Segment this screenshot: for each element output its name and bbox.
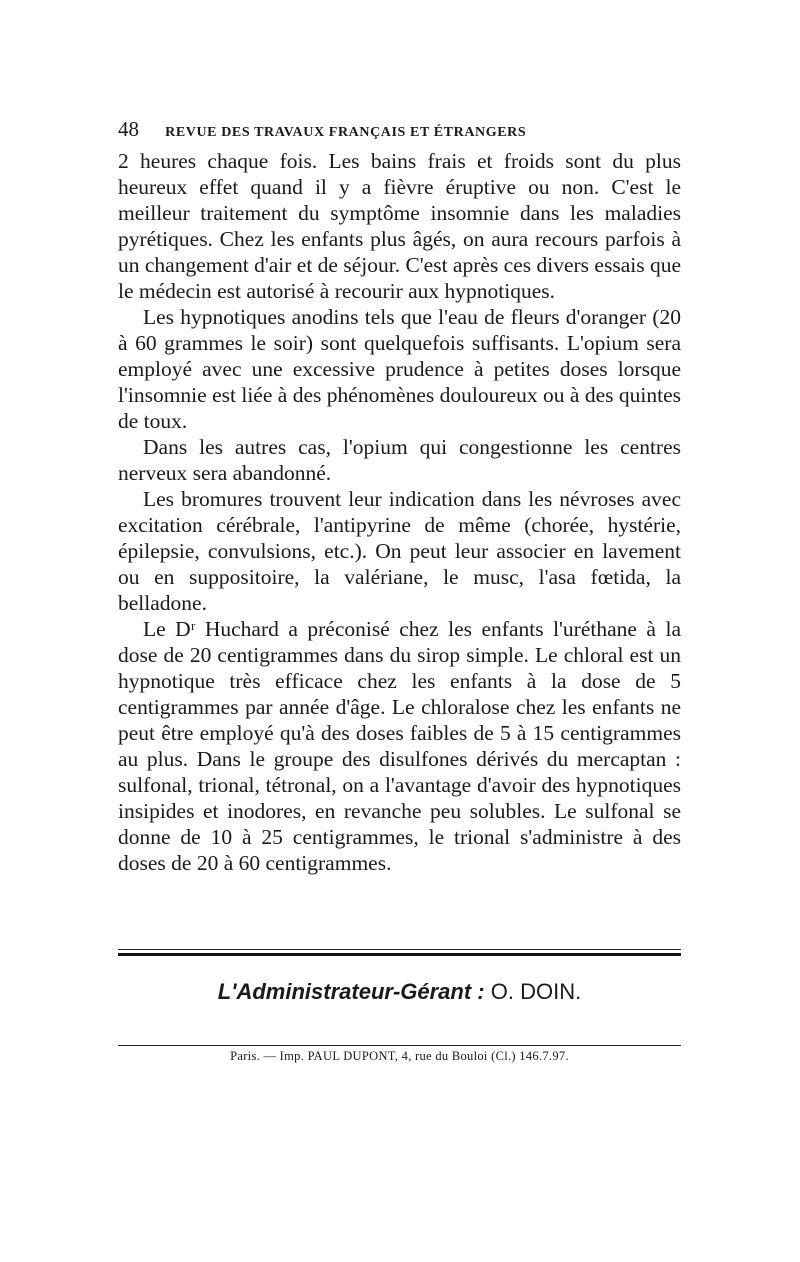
body-text — [118, 148, 681, 876]
double-rule-divider — [118, 949, 681, 956]
paragraph: Le Dʳ Huchard a préconisé chez les enfants l'uréthane à la dose de 20 centigrammes dans du sirop simple. Le chloral est un hypnotique très efficace chez les enfants à la dose de 5 centigrammes par année d'âge. Le chloralose chez les enfants ne peut être employé qu'à des doses faibles de 5 à 15 centigrammes au plus. Dans le groupe des disulfones dérivés du mercaptan : sulfonal, trional, tétronal, on a l'avantage d'avoir des hypnotiques insipides et inodores, en revanche peu solubles. Le sulfonal se donne de 10 à 25 centigrammes, le trional s'administre à des doses de 20 à 60 centigrammes. — [118, 617, 681, 875]
rule-divider — [118, 1045, 681, 1046]
signature-name: O. DOIN. — [490, 979, 582, 1004]
running-title: REVUE DES TRAVAUX FRANÇAIS ET ÉTRANGERS — [165, 125, 527, 140]
signature-line — [118, 979, 681, 1005]
paragraph: Dans les autres cas, l'opium qui congestionne les centres nerveux sera abandonné. — [118, 435, 681, 485]
paragraph: Les bromures trouvent leur indication dans les névroses avec excitation cérébrale, l'antipyrine de même (chorée, hystérie, épilepsie, convulsions, etc.). On peut leur associer en lavement ou en suppositoire, la valériane, le musc, l'asa fœtida, la belladone. — [118, 487, 681, 615]
printer-imprint: Paris. — Imp. PAUL DUPONT, 4, rue du Bouloi (Cl.) 146.7.97. — [230, 1049, 569, 1063]
signature-role: L'Administrateur-Gérant : — [217, 979, 485, 1004]
page-number: 48 — [118, 117, 139, 141]
paragraph: 2 heures chaque fois. Les bains frais et froids sont du plus heureux effet quand il y a fièvre éruptive ou non. C'est le meilleur traitement du symptôme insomnie dans les maladies pyrétiques. Chez les enfants plus âgés, on aura recours parfois à un changement d'air et de séjour. C'est après ces divers essais que le médecin est autorisé à recourir aux hypnotiques. — [118, 149, 681, 303]
running-header — [118, 117, 683, 142]
paragraph: Les hypnotiques anodins tels que l'eau de fleurs d'oranger (20 à 60 grammes le soir) sont quelquefois suffisants. L'opium sera employé avec une excessive prudence à petites doses lorsque l'insomnie est liée à des phénomènes douloureux ou à des quintes de toux. — [118, 305, 681, 433]
